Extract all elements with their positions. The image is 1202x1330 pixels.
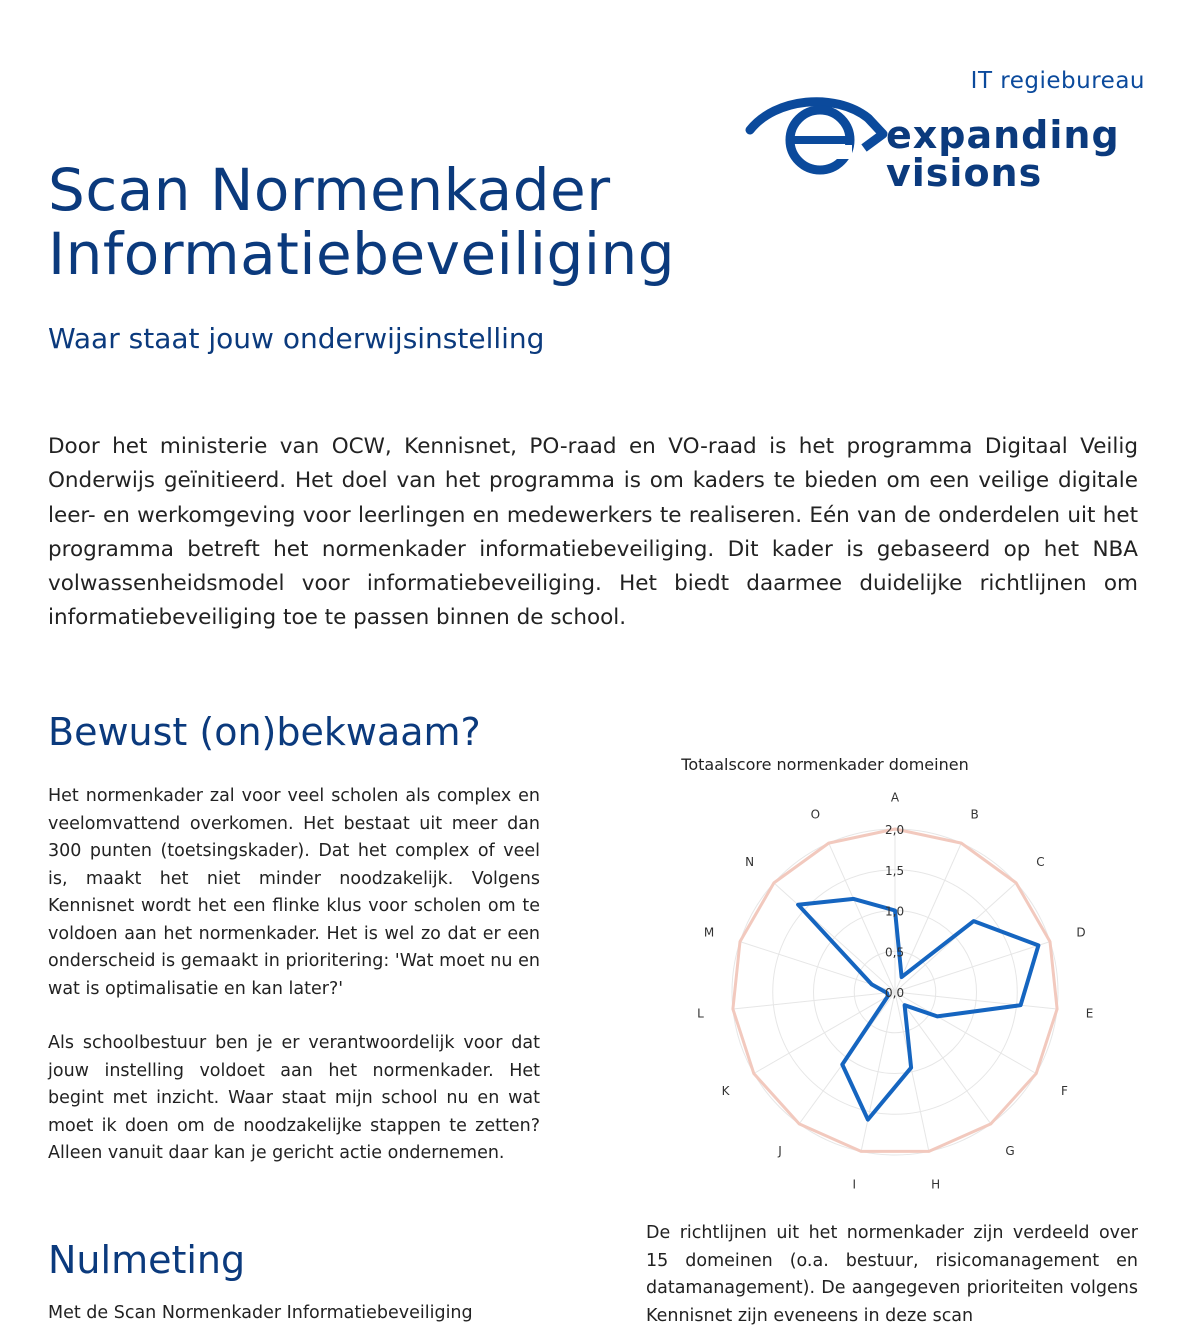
title-line-1: Scan Normenkader — [48, 156, 611, 224]
category-label-M: M — [703, 925, 715, 940]
category-label-E: E — [1085, 1006, 1094, 1021]
logo-word-expanding: expanding — [886, 113, 1120, 157]
page-subtitle: Waar staat jouw onderwijsinstelling — [48, 322, 545, 355]
section-heading-nulmeting: Nulmeting — [48, 1238, 246, 1282]
tick-label: 2,0 — [885, 823, 905, 837]
nulmeting-paragraph: Met de Scan Normenkader Informatiebeveiliging — [48, 1303, 473, 1323]
tick-label: 0,0 — [885, 986, 905, 1000]
bewust-paragraph-1: Het normenkader zal voor veel scholen als complex en veelomvattend overkomen. Het bestaat uit meer dan 300 punten (toetsingskader). Dat het complex of veel is, maakt het niet minder noodzakelijk. Volgens Kennisnet wordt het een flinke klus voor scholen om te voldoen aan het normenkader. Het is wel zo dat er een onderscheid is gemaakt in prioritering: 'Wat moet nu en wat is optimalisatie en kan later?' — [48, 786, 540, 999]
category-label-L: L — [697, 1006, 704, 1021]
category-label-B: B — [970, 807, 979, 822]
title-line-2: Informatiebeveiliging — [48, 220, 676, 288]
category-label-C: C — [1036, 855, 1045, 870]
logo-department: IT regiebureau — [970, 68, 1145, 94]
category-label-D: D — [1076, 925, 1086, 940]
category-label-O: O — [810, 807, 821, 822]
page-title — [48, 158, 675, 286]
bewust-paragraph-2: Als schoolbestuur ben je er verantwoordelijk voor dat jouw instelling voldoet aan het normenkader. Het begint met inzicht. Waar staat mijn school nu en wat moet ik doen om de noodzakelijke stappen te zetten? Alleen vanuit daar kan je gericht actie ondernemen. — [48, 1033, 540, 1163]
category-label-A: A — [890, 790, 900, 805]
chart-title: Totaalscore normenkader domeinen — [681, 755, 969, 774]
tick-label: 1,0 — [885, 904, 905, 919]
category-label-F: F — [1060, 1083, 1068, 1098]
section-heading-bewust: Bewust (on)bekwaam? — [48, 710, 481, 754]
tick-label: 0,5 — [885, 945, 905, 960]
logo — [740, 66, 1145, 196]
category-label-G: G — [1005, 1144, 1015, 1159]
logo-word-visions: visions — [886, 151, 1043, 195]
category-label-H: H — [931, 1177, 941, 1192]
radar-chart — [640, 750, 1140, 1200]
category-label-K: K — [721, 1083, 730, 1098]
right-column-paragraph: De richtlijnen uit het normenkader zijn verdeeld over 15 domeinen (o.a. bestuur, risicomanagement en datamanagement). De aangegeven prioriteiten volgens Kennisnet zijn eveneens in deze scan — [646, 1223, 1138, 1326]
expanding-visions-logo-icon — [740, 90, 890, 180]
intro-paragraph: Door het ministerie van OCW, Kennisnet, PO-raad en VO-raad is het programma Digitaal Veilig Onderwijs geïnitieerd. Het doel van het programma is om kaders te bieden om een veilige digitale leer- en werkomgeving voor leerlingen en medewerkers te realiseren. Eén van de onderdelen uit het programma betreft het normenkader informatiebeveiliging. Dit kader is gebaseerd op het NBA volwassenheidsmodel voor informatiebeveiliging. Het biedt daarmee duidelijke richtlijnen om informatiebeveiliging toe te passen binnen de school. — [48, 434, 1138, 631]
category-label-I: I — [852, 1177, 857, 1192]
category-label-N: N — [745, 855, 755, 870]
series-score — [798, 899, 1038, 1120]
category-label-J: J — [778, 1144, 782, 1159]
tick-label: 1,5 — [885, 863, 905, 878]
